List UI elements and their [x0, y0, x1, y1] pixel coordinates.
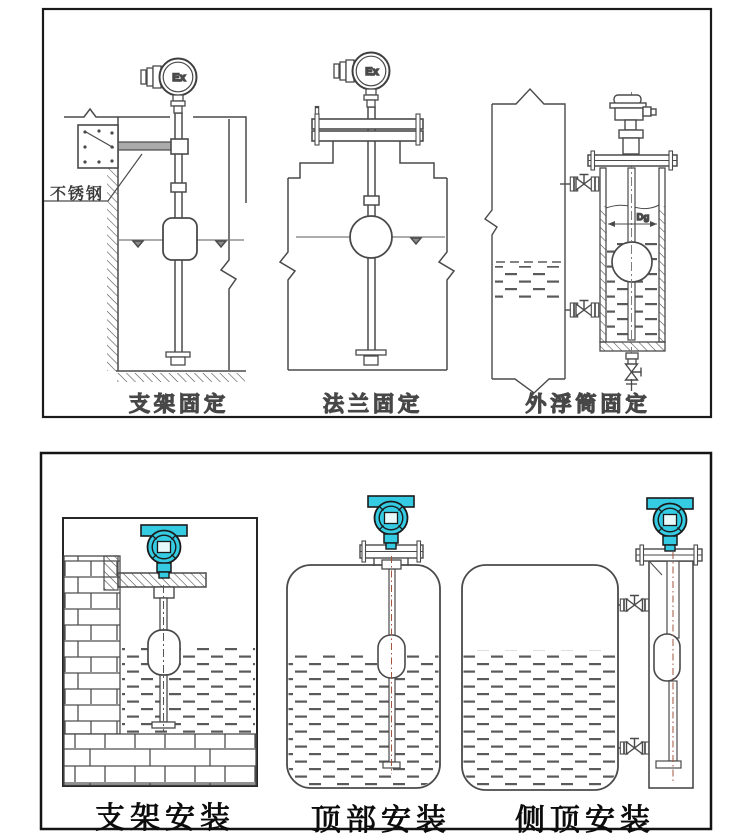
ex-marking: Ex [172, 72, 186, 84]
transmitter-head [141, 59, 197, 114]
flange-bolt [694, 545, 698, 565]
water [463, 650, 617, 789]
diagram-side-top-installation [462, 495, 702, 790]
caption-bracket-fixing: 支架固定 [129, 393, 229, 416]
caption-bracket-installation: 支架安装 [95, 802, 235, 835]
stop-collar [171, 183, 186, 192]
flange-plate-lower [312, 131, 423, 141]
process-tank-outline [485, 89, 565, 393]
brick-floor [64, 734, 256, 785]
stop-collar [364, 196, 379, 205]
lower-isolation-valve [576, 301, 592, 317]
diagram-bracket-installation [63, 518, 257, 786]
water [122, 648, 255, 733]
tank-right-wall [439, 178, 454, 370]
flange-bolt [315, 114, 319, 145]
end-stop-bar [356, 350, 386, 355]
end-stop-bar [166, 352, 190, 357]
water [288, 652, 439, 787]
float [378, 635, 405, 678]
end-stop-block [364, 356, 378, 365]
tank-top-line [193, 117, 246, 203]
level-mark [411, 238, 421, 244]
smart-transmitter-head [647, 498, 693, 551]
ex-marking: Ex [365, 66, 379, 78]
wall-hatch [107, 143, 118, 371]
float [163, 218, 197, 260]
caption-external-chamber-fixing: 外浮筒固定 [525, 393, 651, 416]
chamber-bottom [600, 342, 665, 351]
flange-bolt [362, 541, 366, 562]
bottom-panel-drawing [0, 440, 750, 840]
wall-angle-bracket [104, 556, 118, 590]
caption-side-top-installation: 侧顶安装 [515, 804, 655, 837]
level-mark [216, 241, 226, 247]
lower-connection-valve [618, 739, 649, 755]
junction-head [610, 95, 656, 154]
caption-top-installation: 顶部安装 [311, 804, 451, 837]
flange-bolt [591, 151, 595, 170]
tank-liquid [495, 266, 561, 300]
float [654, 634, 680, 681]
end-stop-block [171, 357, 185, 365]
tank-left-wall [280, 178, 295, 370]
smart-transmitter-head [368, 496, 414, 549]
drain-assembly [626, 353, 642, 391]
flange-plate-upper [312, 119, 423, 129]
flange-bolt [640, 545, 644, 565]
flange-bolt [417, 541, 421, 562]
cable-entry [643, 107, 651, 116]
diagram-bracket-fixing [44, 59, 246, 383]
ball-float [350, 216, 392, 258]
flange-bolt [669, 151, 673, 170]
diagram-top-installation [287, 496, 440, 788]
diagram-external-chamber-fixing [485, 89, 677, 393]
transmitter-head [334, 53, 390, 108]
upper-isolation-valve [576, 175, 592, 191]
end-stop-bar [656, 761, 681, 768]
floor-hatch [117, 373, 245, 382]
caption-flange-fixing: 法兰固定 [323, 393, 423, 416]
drain-valve [626, 364, 642, 380]
stem-clamp [171, 139, 188, 154]
diagram-flange-fixing [280, 53, 454, 371]
ceiling-line [64, 109, 170, 117]
flange-bolt [416, 114, 420, 145]
level-mark [133, 241, 143, 247]
upper-connection-valve [618, 596, 649, 612]
stainless-steel-note: 不锈钢 [50, 186, 105, 203]
diameter-label: Dg [636, 212, 650, 223]
